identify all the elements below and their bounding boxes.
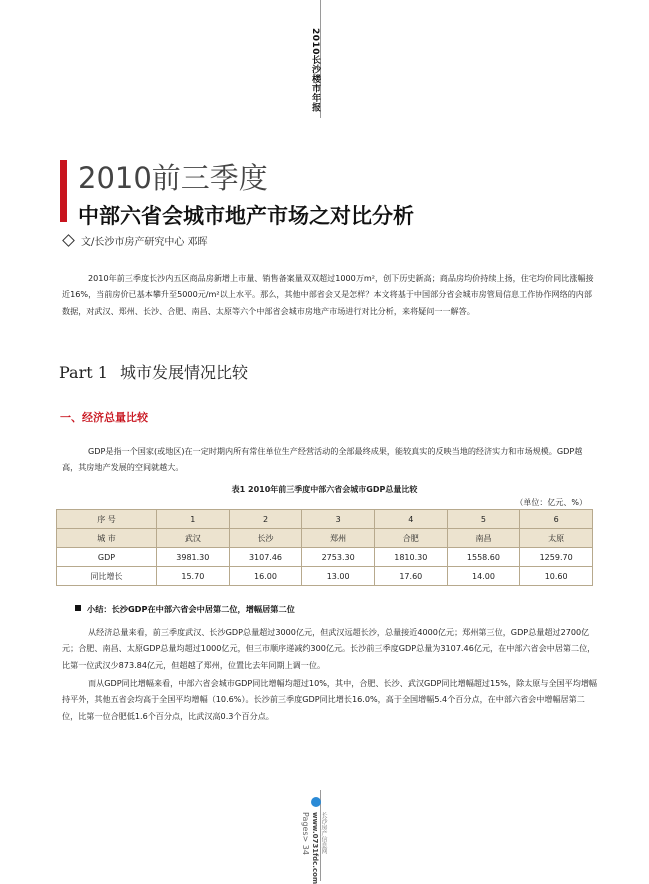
summary-paragraph-2: 而从GDP同比增幅来看，中部六省会城市GDP同比增幅均超过10%，其中，合肥、长沙、武汉GDP同比增幅超过15%，除太原与全国平均增幅持平外，其他五省会均高于全国平均增幅（10.6%）。长沙前三季度GDP同比增长16.0%，高于全国增幅5.4个百分点，在中部六省会中增幅居第二位，比第一位合肥低1.6个百分点，比武汉高0.3个百分点。 <box>62 678 598 721</box>
table-row <box>57 548 593 567</box>
table-cell: 16.00 <box>229 567 302 586</box>
table-row <box>57 510 593 529</box>
byline-text: 文/长沙市房产研究中心 邓晖 <box>81 237 208 248</box>
table-cell: 合肥 <box>374 529 447 548</box>
table-caption: 表1 2010年前三季度中部六省会城市GDP总量比较 <box>231 485 418 494</box>
row-header: 同比增长 <box>57 567 157 586</box>
summary-heading-text: 小结：长沙GDP在中部六省会中居第二位，增幅居第二位 <box>87 604 295 614</box>
table-cell: 13.00 <box>302 567 375 586</box>
table-cell: 1810.30 <box>374 548 447 567</box>
table-cell: 4 <box>374 510 447 529</box>
table-cell: 郑州 <box>302 529 375 548</box>
table-cell: 1 <box>157 510 230 529</box>
table-cell: 3981.30 <box>157 548 230 567</box>
table-cell: 武汉 <box>157 529 230 548</box>
table-cell: 3107.46 <box>229 548 302 567</box>
table-unit: （单位：亿元、%） <box>515 498 587 507</box>
square-bullet-icon <box>75 605 81 611</box>
section-heading: 一、经济总量比较 <box>60 411 148 424</box>
table-cell: 2753.30 <box>302 548 375 567</box>
table-cell: 2 <box>229 510 302 529</box>
table-cell: 15.70 <box>157 567 230 586</box>
part-title: 城市发展情况比较 <box>119 363 248 382</box>
row-header: GDP <box>57 548 157 567</box>
table-cell: 1558.60 <box>447 548 520 567</box>
table-cell: 南昌 <box>447 529 520 548</box>
diamond-bullet-icon <box>62 234 75 247</box>
article-title-line2: 中部六省会城市地产市场之对比分析 <box>78 204 414 228</box>
article-title-line1: 2010前三季度 <box>78 161 268 195</box>
summary-heading <box>75 604 295 615</box>
row-header: 序 号 <box>57 510 157 529</box>
intro-paragraph: 2010年前三季度长沙内五区商品房新增上市量、销售备案量双双超过1000万m²，创下历史新高；商品房均价持续上扬，住宅均价同比涨幅接近16%，当前房价已基本攀升至5000元/m²以上水平。那么，其他中部省会又是怎样？本文将基于中国部分省会城市房管局信息工作协作网络的内部数据，对武汉、郑州、长沙、合肥、南昌、太原等六个中部省会城市房地产市场进行对比分析，来将疑问一一解答。 <box>62 273 594 316</box>
summary-paragraph-1: 从经济总量来看，前三季度武汉、长沙GDP总量超过3000亿元，但武汉远超长沙，总量接近4000亿元；郑州第三位，GDP总量超过2700亿元；合肥、南昌、太原GDP总量均超过1000亿元，但三市顺序递减约300亿元。长沙前三季度GDP总量为3107.46亿元，在中部六省会中居第二位，比第一位武汉少873.84亿元，但超越了郑州，位置比去年同期上调一位。 <box>62 627 596 670</box>
page-number: Pages> 34 <box>301 812 310 855</box>
table-cell: 长沙 <box>229 529 302 548</box>
site-name: 长沙房产信息网 <box>320 812 327 854</box>
table-row <box>57 529 593 548</box>
table-cell: 1259.70 <box>520 548 593 567</box>
row-header: 城 市 <box>57 529 157 548</box>
table-cell: 17.60 <box>374 567 447 586</box>
table-cell: 14.00 <box>447 567 520 586</box>
table-row <box>57 567 593 586</box>
table-cell: 10.60 <box>520 567 593 586</box>
section-paragraph: GDP是指一个国家(或地区)在一定时期内所有常住单位生产经营活动的全部最终成果，能较真实的反映当地的经济实力和市场规模。GDP越高，其房地产发展的空间就越大。 <box>62 446 583 473</box>
table-cell: 6 <box>520 510 593 529</box>
part-heading <box>59 360 248 383</box>
site-url: www.0731fdc.com <box>311 812 319 884</box>
part-label: Part 1 <box>59 363 108 382</box>
gdp-table <box>56 509 593 586</box>
byline <box>64 233 208 248</box>
table-cell: 太原 <box>520 529 593 548</box>
table-cell: 3 <box>302 510 375 529</box>
issue-year-tag: 2010长沙楼市年报 <box>310 28 320 113</box>
table-cell: 5 <box>447 510 520 529</box>
site-logo-icon <box>311 797 321 807</box>
title-accent-bar <box>60 160 67 222</box>
